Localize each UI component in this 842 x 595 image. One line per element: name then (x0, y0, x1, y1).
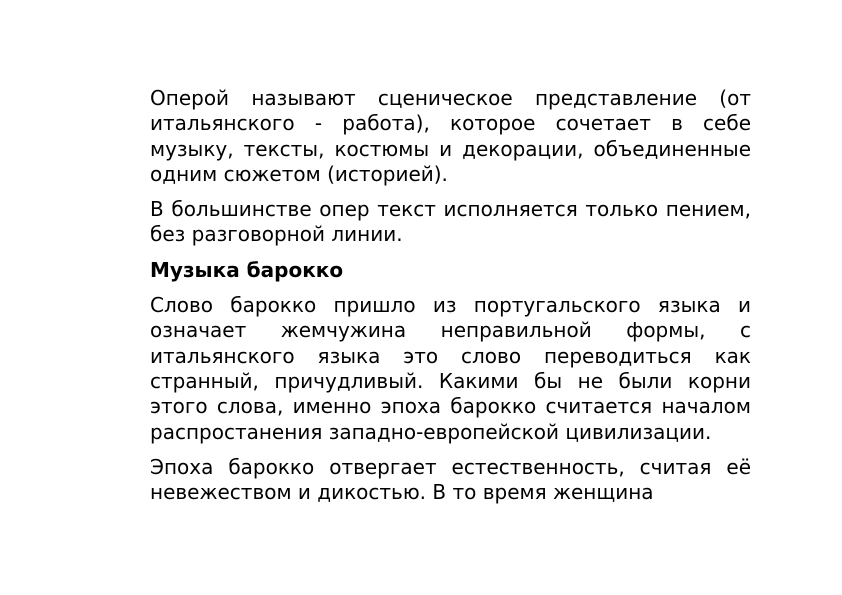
paragraph-baroque-origin: Слово барокко пришло из португальского языка и означает жемчужина неправильной формы, с итальянского языка это слово переводиться как странный, причудливый. Какими бы не были корни этого слова, именно эпоха барокко считается началом распростанения западно-европейской цивилизации. (150, 293, 751, 444)
paragraph-baroque-era: Эпоха барокко отвергает естественность, считая её невежеством и дикостью. В то время женщина (150, 454, 751, 505)
paragraph-opera-definition: Оперой называют сценическое представление (от итальянского - работа), которое сочетает в себе музыку, тексты, костюмы и декорации, объединенные одним сюжетом (историей). (150, 86, 751, 186)
section-heading-baroque-music: Музыка барокко (150, 257, 344, 282)
paragraph-opera-singing: В большинстве опер текст исполняется только пением, без разговорной линии. (150, 197, 751, 247)
document-body (150, 86, 751, 515)
